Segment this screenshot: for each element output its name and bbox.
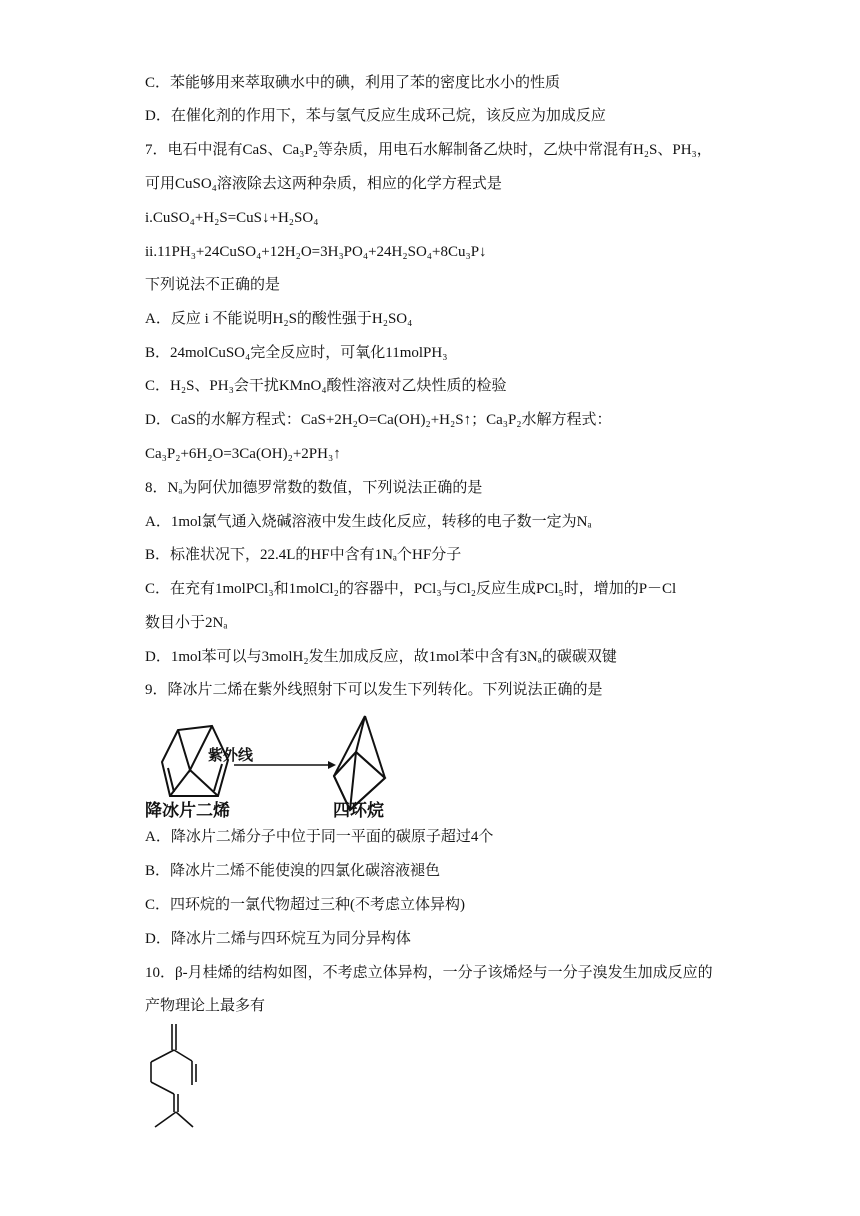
- q7-option-a: A．反应 i 不能说明H₂S的酸性强于H₂SO₄: [145, 311, 413, 327]
- q7-stem-line2: 可用CuSO₄溶液除去这两种杂质，相应的化学方程式是: [145, 176, 502, 192]
- q9-option-d: D．降冰片二烯与四环烷互为同分异构体: [145, 931, 411, 947]
- q9-option-a: A．降冰片二烯分子中位于同一平面的碳原子超过4个: [145, 829, 494, 845]
- q8-stem: 8．Nₐ为阿伏加德罗常数的数值，下列说法正确的是: [145, 480, 483, 496]
- q10-stem-line2: 产物理论上最多有: [145, 998, 266, 1014]
- q7-equation-2: ii.11PH₃+24CuSO₄+12H₂O=3H₃PO₄+24H₂SO₄+8Cu₃P↓: [145, 244, 487, 260]
- q9-option-c: C．四环烷的一氯代物超过三种(不考虑立体异构): [145, 897, 465, 913]
- q10-stem-line1: 10．β-月桂烯的结构如图，不考虑立体异构，一分子该烯烃与一分子溴发生加成反应的: [145, 965, 713, 981]
- q9-option-b: B．降冰片二烯不能使溴的四氯化碳溶液褪色: [145, 863, 441, 879]
- q8-option-c-line1: C．在充有1molPCl₃和1molCl₂的容器中，PCl₃与Cl₂反应生成PCl₅时，增加的P－Cl: [145, 581, 677, 597]
- q7-option-b: B．24molCuSO₄完全反应时，可氧化11molPH₃: [145, 345, 448, 361]
- q7-prompt: 下列说法不正确的是: [145, 277, 281, 293]
- q6-option-c: C．苯能够用来萃取碘水中的碘，利用了苯的密度比水小的性质: [145, 75, 561, 91]
- beta-myrcene-structure: [145, 1022, 215, 1134]
- q8-option-b: B．标准状况下，22.4L的HF中含有1Nₐ个HF分子: [145, 547, 462, 563]
- q7-option-d-line1: D．CaS的水解方程式：CaS+2H₂O=Ca(OH)₂+H₂S↑；Ca₃P₂水解方程式：: [145, 412, 612, 428]
- q7-option-c: C．H₂S、PH₃会干扰KMnO₄酸性溶液对乙炔性质的检验: [145, 378, 507, 394]
- q7-stem-line1: 7．电石中混有CaS、Ca₃P₂等杂质，用电石水解制备乙炔时，乙炔中常混有H₂S、PH₃，: [145, 142, 712, 158]
- q8-option-c-line2: 数目小于2Nₐ: [145, 615, 228, 631]
- q8-option-d: D．1mol苯可以与3molH₂发生加成反应，故1mol苯中含有3Nₐ的碳碳双键: [145, 649, 617, 665]
- q9-stem: 9．降冰片二烯在紫外线照射下可以发生下列转化。下列说法正确的是: [145, 682, 603, 698]
- q8-option-a: A．1mol氯气通入烧碱溶液中发生歧化反应，转移的电子数一定为Nₐ: [145, 514, 592, 530]
- q7-option-d-line2: Ca₃P₂+6H₂O=3Ca(OH)₂+2PH₃↑: [145, 446, 341, 462]
- q7-equation-1: i.CuSO₄+H₂S=CuS↓+H₂SO₄: [145, 210, 319, 226]
- quadricyclane-label: 四环烷: [333, 801, 384, 821]
- norbornadiene-label: 降冰片二烯: [145, 801, 230, 821]
- arrow-label: 紫外线: [208, 746, 254, 764]
- q6-option-d: D．在催化剂的作用下，苯与氢气反应生成环己烷，该反应为加成反应: [145, 108, 606, 124]
